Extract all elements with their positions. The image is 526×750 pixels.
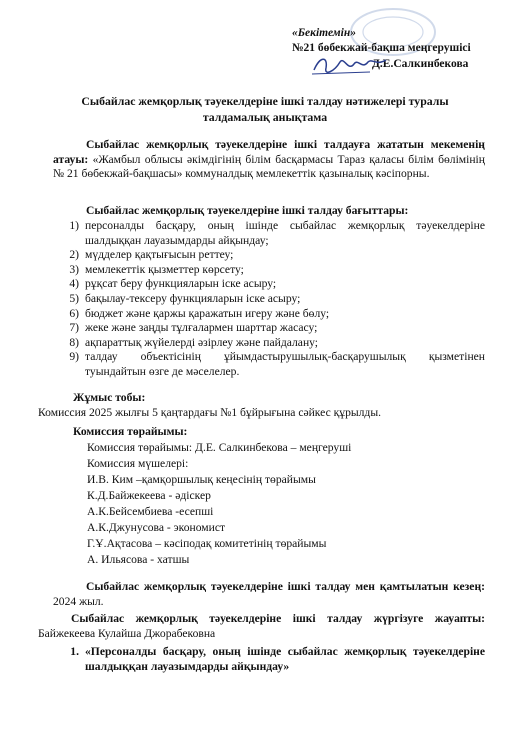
list-item: 3) мемлекеттік қызметтер көрсету; <box>69 262 244 276</box>
list-item: 2) мүдделер қақтығысын реттеу; <box>69 248 234 262</box>
directions-title: Сыбайлас жемқорлық тәуекелдеріне ішкі талдау бағыттары: <box>86 204 409 217</box>
workgroup-title: Жұмыс тобы: <box>73 391 146 404</box>
list-item: 7) жеке және заңды тұлғалармен шарттар жасасу; <box>69 321 318 335</box>
commission-members-label: Комиссия мүшелері: <box>87 457 189 470</box>
section-number: 1. <box>70 645 79 658</box>
commission-member: К.Д.Байжекеева - әдіскер <box>87 489 211 502</box>
responsible-paragraph <box>38 612 485 641</box>
document-heading: Сыбайлас жемқорлық тәуекелдеріне ішкі талдау нәтижелері туралы талдамалық анықтама <box>81 94 449 124</box>
commission-member: А.К.Бейсембиева -есепші <box>87 505 214 518</box>
section-heading <box>53 645 485 674</box>
org-paragraph <box>53 138 485 182</box>
responsible-label: Сыбайлас жемқорлық тәуекелдеріне ішкі талдау жүргізуге жауапты: <box>71 612 485 625</box>
workgroup-text: Комиссия 2025 жылғы 5 қаңтардағы №1 бұйрығына сәйкес құрылды. <box>38 406 382 419</box>
list-item: 1) персоналды басқару, оның ішінде сыбайлас жемқорлық тәуекелдеріне шалдыққан лауазымдарды айқындау; <box>69 219 485 247</box>
org-label: Сыбайлас жемқорлық тәуекелдеріне ішкі талдауға жататын мекеменің атауы: <box>53 138 485 166</box>
approval-name: Д.Е.Салкинбекова <box>372 58 469 70</box>
list-item: 8) ақпараттық жүйелерді әзірлеу және пайдалану; <box>69 335 319 349</box>
commission-member: А. Ильясова - хатшы <box>87 553 190 566</box>
handwritten-signature-icon <box>310 52 390 78</box>
commission-member: И.В. Ким –қамқоршылық кеңесінің төрайымы <box>87 473 316 486</box>
list-item: 6) бюджет және қаржы қаражатын игеру және бөлу; <box>69 306 330 320</box>
commission-block <box>53 424 485 568</box>
directions-list <box>53 219 485 380</box>
commission-member: А.К.Джунусова - экономист <box>87 521 226 534</box>
period-paragraph <box>53 580 485 609</box>
approval-position: №21 бөбекжай-бақша меңгерушісі <box>292 42 471 54</box>
period-value: 2024 жыл. <box>53 594 104 608</box>
commission-head: Комиссия төрайымы: <box>73 425 188 438</box>
commission-chair: Комиссия төрайымы: Д.Е. Салкинбекова – меңгеруші <box>87 441 352 454</box>
org-value: «Жамбыл облысы әкімдігінің білім басқармасы Тараз қаласы білім бөлімінің № 21 бөбекжай-бақшасы» коммуналдық мемлекеттік қазыналық кәсіпорны. <box>53 152 485 181</box>
list-item: 5) бақылау-тексеру функцияларын іске асыру; <box>69 291 301 305</box>
approval-title: «Бекітемін» <box>292 27 357 39</box>
section-title: «Персоналды басқару, оның ішінде сыбайлас жемқорлық тәуекелдеріне шалдыққан лауазымдарды айқындау» <box>85 645 485 673</box>
list-item: 9) талдау объектісінің ұйымдастырушылық-басқарушылық қызметінен туындайтын өзге де мәселелер. <box>69 350 485 378</box>
period-label: Сыбайлас жемқорлық тәуекелдеріне ішкі талдау мен қамтылатын кезең: <box>86 580 485 593</box>
responsible-value: Байжекеева Кулайша Джорабековна <box>38 626 216 640</box>
list-item: 4) рұқсат беру функцияларын іске асыру; <box>69 277 277 291</box>
commission-member: Г.Ұ.Ақтасова – кәсіподақ комитетінің төрайымы <box>87 537 327 550</box>
